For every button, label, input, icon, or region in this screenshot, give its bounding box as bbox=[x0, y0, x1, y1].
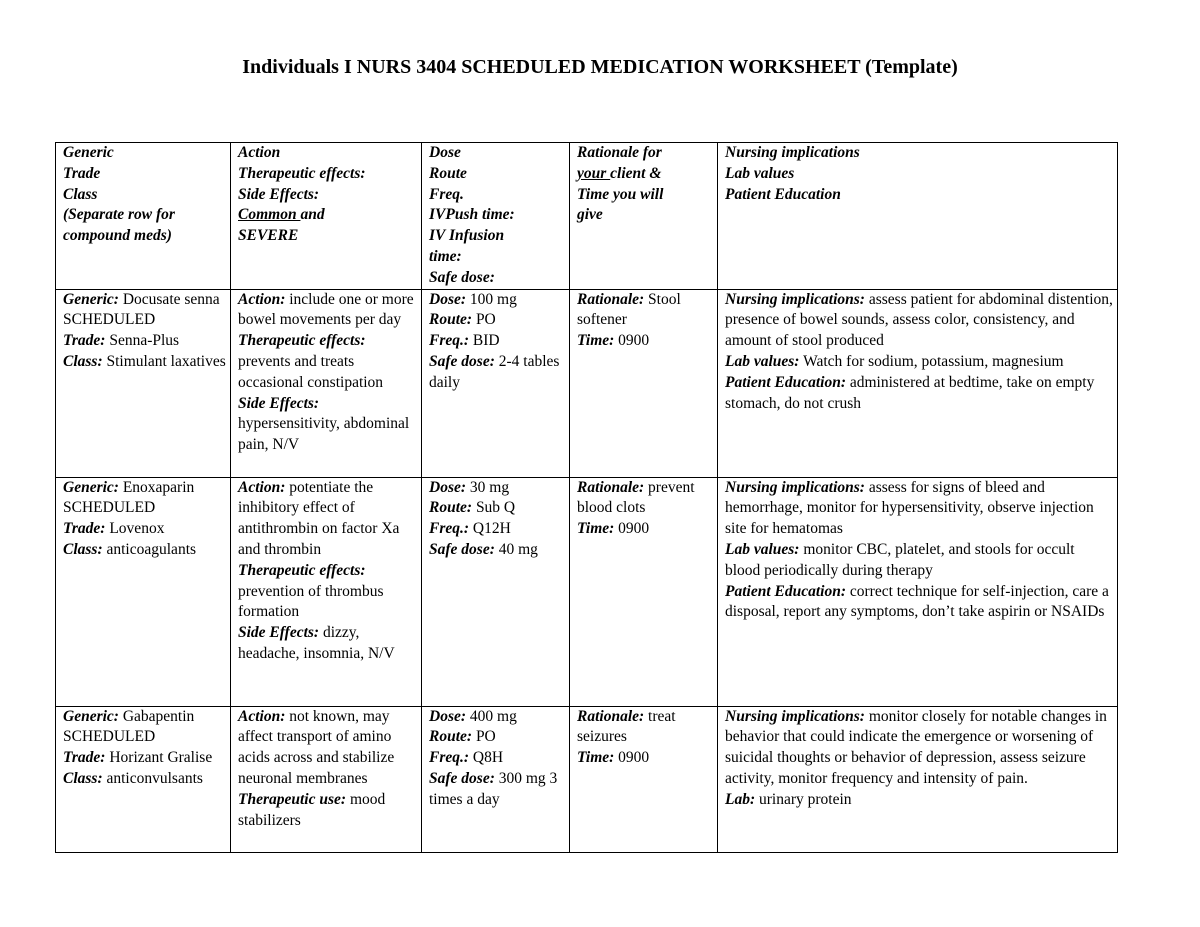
header-separate-row: (Separate row for bbox=[63, 206, 175, 224]
header-class: Class bbox=[63, 185, 98, 203]
action-cell bbox=[231, 477, 422, 706]
action-entry: Action: not known, may affect transport of amino acids across and stabilize neuronal membranes bbox=[238, 707, 395, 787]
action-entry: Action: include one or more bowel movements per day bbox=[238, 290, 414, 329]
medication-table bbox=[55, 142, 1118, 853]
nursing-cell bbox=[718, 289, 1118, 477]
generic-entry: Generic: Enoxaparin SCHEDULED bbox=[63, 478, 195, 517]
header-row bbox=[56, 143, 1118, 290]
rationale-entry: Rationale: Stool softener bbox=[577, 290, 681, 329]
nursing-entry: Nursing implications: assess for signs of bleed and hemorrhage, monitor for hypersensitivity, observe injection site for hematomas bbox=[725, 478, 1094, 538]
side-effects-entry: Side Effects: hypersensitivity, abdominal pain, N/V bbox=[238, 394, 410, 454]
trade-entry: Trade: Horizant Gralise bbox=[63, 749, 213, 767]
generic-entry: Generic: Gabapentin SCHEDULED bbox=[63, 707, 195, 746]
header-safe-dose: Safe dose: bbox=[429, 268, 495, 286]
route-entry: Route: Sub Q bbox=[429, 499, 516, 517]
drug-cell bbox=[56, 477, 231, 706]
table-row bbox=[56, 477, 1118, 706]
header-time-you-will: Time you will bbox=[577, 185, 664, 203]
trade-entry: Trade: Lovenox bbox=[63, 520, 165, 538]
header-patient-education: Patient Education bbox=[725, 185, 841, 203]
header-and: and bbox=[300, 206, 325, 224]
header-dose: Dose bbox=[429, 144, 461, 161]
header-iv-infusion: IV Infusion bbox=[429, 227, 505, 245]
side-effects-entry: Side Effects: dizzy, headache, insomnia, N/V bbox=[238, 624, 395, 662]
header-route: Route bbox=[429, 164, 467, 182]
header-iv-infusion-time: time: bbox=[429, 247, 462, 265]
header-cell-dose bbox=[422, 143, 570, 290]
class-entry: Class: anticoagulants bbox=[63, 540, 197, 558]
header-freq: Freq. bbox=[429, 185, 464, 203]
safe-dose-entry: Safe dose: 300 mg 3 times a day bbox=[429, 769, 558, 808]
trade-entry: Trade: Senna-Plus bbox=[63, 332, 180, 350]
header-severe: SEVERE bbox=[238, 227, 299, 245]
rationale-cell bbox=[570, 289, 718, 477]
freq-entry: Freq.: Q8H bbox=[429, 749, 504, 767]
dose-cell bbox=[422, 706, 570, 852]
nursing-entry: Nursing implications: monitor closely for notable changes in behavior that could indicate the emergence or worsening of suicidal thoughts or behavior of depression, assess seizure activity, monitor frequency and intensity of pain. bbox=[725, 707, 1107, 787]
header-rationale-for: Rationale for bbox=[577, 144, 662, 161]
header-client: client & bbox=[610, 164, 662, 182]
table-row bbox=[56, 289, 1118, 477]
nursing-cell bbox=[718, 706, 1118, 852]
lab-entry: Lab values: monitor CBC, platelet, and stools for occult blood periodically during therapy bbox=[725, 540, 1075, 579]
header-give: give bbox=[577, 206, 603, 224]
header-therapeutic-effects: Therapeutic effects: bbox=[238, 164, 366, 182]
header-common: Common bbox=[238, 206, 301, 224]
header-common-and bbox=[238, 205, 417, 226]
drug-cell bbox=[56, 289, 231, 477]
rationale-cell bbox=[570, 706, 718, 852]
freq-entry: Freq.: Q12H bbox=[429, 520, 511, 538]
action-cell bbox=[231, 706, 422, 852]
education-entry: Patient Education: administered at bedtime, take on empty stomach, do not crush bbox=[725, 373, 1095, 412]
header-your: your bbox=[577, 164, 611, 182]
nursing-cell bbox=[718, 477, 1118, 706]
dose-cell bbox=[422, 477, 570, 706]
header-lab-values: Lab values bbox=[725, 164, 795, 182]
lab-entry: Lab: urinary protein bbox=[725, 790, 852, 808]
header-generic: Generic bbox=[63, 144, 114, 161]
header-action: Action bbox=[238, 144, 281, 161]
header-cell-action bbox=[231, 143, 422, 290]
dose-entry: Dose: 400 mg bbox=[429, 707, 517, 725]
time-entry: Time: 0900 bbox=[577, 749, 650, 767]
header-trade: Trade bbox=[63, 164, 101, 182]
time-entry: Time: 0900 bbox=[577, 520, 650, 538]
route-entry: Route: PO bbox=[429, 311, 496, 329]
therapeutic-entry: Therapeutic effects: prevents and treats occasional constipation bbox=[238, 332, 384, 391]
rationale-entry: Rationale: treat seizures bbox=[577, 707, 676, 746]
therapeutic-entry: Therapeutic effects: prevention of thrombus formation bbox=[238, 561, 384, 621]
header-cell-nursing bbox=[718, 143, 1118, 290]
header-cell-generic bbox=[56, 143, 231, 290]
dose-cell bbox=[422, 289, 570, 477]
safe-dose-entry: Safe dose: 2-4 tables daily bbox=[429, 352, 560, 391]
class-entry: Class: anticonvulsants bbox=[63, 769, 203, 787]
dose-entry: Dose: 30 mg bbox=[429, 478, 510, 496]
header-ivpush-time: IVPush time: bbox=[429, 206, 515, 224]
lab-entry: Lab values: Watch for sodium, potassium, magnesium bbox=[725, 352, 1064, 370]
education-entry: Patient Education: correct technique for self-injection, care a disposal, report any symptoms, don’t take aspirin or NSAIDs bbox=[725, 582, 1109, 621]
table-row bbox=[56, 706, 1118, 852]
freq-entry: Freq.: BID bbox=[429, 332, 500, 350]
page-title: Individuals I NURS 3404 SCHEDULED MEDICATION WORKSHEET (Template) bbox=[242, 56, 958, 78]
therapeutic-entry: Therapeutic use: mood stabilizers bbox=[238, 790, 386, 829]
class-entry: Class: Stimulant laxatives bbox=[63, 352, 226, 370]
header-nursing-implications: Nursing implications bbox=[725, 144, 860, 161]
time-entry: Time: 0900 bbox=[577, 332, 650, 350]
header-your-client bbox=[577, 164, 713, 185]
header-compound-meds: compound meds) bbox=[63, 227, 172, 245]
generic-entry: Generic: Docusate senna SCHEDULED bbox=[63, 290, 220, 329]
action-entry: Action: potentiate the inhibitory effect of antithrombin on factor Xa and thrombin bbox=[238, 478, 400, 558]
header-cell-rationale bbox=[570, 143, 718, 290]
safe-dose-entry: Safe dose: 40 mg bbox=[429, 540, 538, 558]
header-side-effects: Side Effects: bbox=[238, 185, 320, 203]
rationale-cell bbox=[570, 477, 718, 706]
action-cell bbox=[231, 289, 422, 477]
route-entry: Route: PO bbox=[429, 728, 496, 746]
dose-entry: Dose: 100 mg bbox=[429, 290, 517, 308]
drug-cell bbox=[56, 706, 231, 852]
rationale-entry: Rationale: prevent blood clots bbox=[577, 478, 695, 517]
nursing-entry: Nursing implications: assess patient for abdominal distention, presence of bowel sounds, assess color, consistency, and amount of stool produced bbox=[725, 290, 1113, 350]
